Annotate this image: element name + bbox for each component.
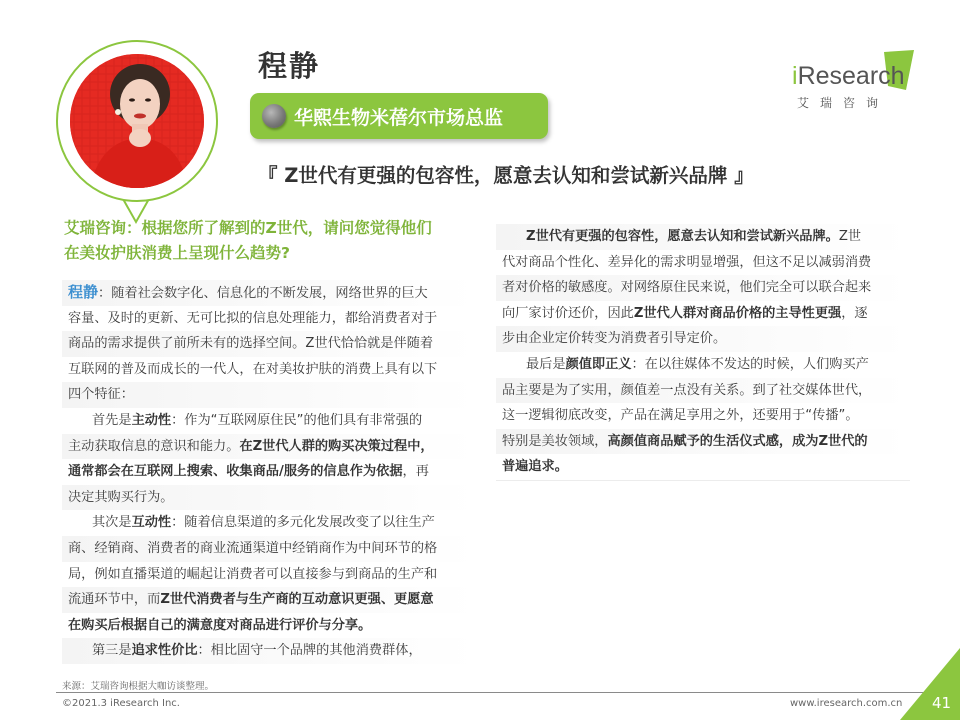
answer-text: 向厂家讨价还价，因此: [502, 305, 634, 321]
answer-text: 首先是: [92, 412, 132, 428]
answer-text: ：在以往媒体不发达的时候，人们购买产: [631, 356, 869, 372]
bullet-dot-icon: [262, 104, 286, 128]
answer-left-column: [62, 280, 476, 664]
answer-speaker-name: 程静: [68, 283, 99, 301]
answer-text-line: 者对价格的敏感度。对网络原住民来说，他们完全可以联合起来: [496, 275, 910, 301]
answer-text: 第三是: [92, 643, 132, 659]
answer-text: ：作为“互联网原住民”的他们具有非常强的: [171, 412, 423, 428]
answer-bold-text: Z世代消费者与生产商的互动意识更强、更愿意: [160, 592, 434, 608]
question-label: 艾瑞咨询：: [64, 219, 142, 237]
answer-text: 主动获取信息的意识和能力。: [68, 438, 240, 454]
answer-paragraph-interaction: [62, 510, 476, 638]
answer-paragraph-value: [62, 638, 476, 664]
answer-bold-text: 普遍追求。: [502, 459, 568, 475]
answer-paragraph-appearance: [496, 352, 910, 480]
answer-bold-text: 主动性: [131, 412, 172, 428]
answer-text-line: 局，例如直播渠道的崛起让消费者可以直接参与到商品的生产和: [68, 566, 438, 582]
answer-text-line: 四个特征：: [62, 382, 476, 408]
answer-bold-text: 高颜值商品赋予的生活仪式感，成为Z世代的: [607, 433, 868, 449]
portrait-frame: [56, 40, 218, 202]
answer-text: 流通环节中，而: [68, 592, 161, 608]
answer-paragraph-initiative: [62, 408, 476, 510]
answer-text: 最后是: [526, 356, 566, 372]
logo-subtitle: 艾瑞咨询: [797, 96, 890, 110]
question-text-1: 根据您所了解到的Z世代，请问您觉得他们: [141, 219, 432, 237]
answer-text: ，再: [402, 464, 429, 480]
page-number: 41: [932, 694, 952, 712]
answer-text-line: 商品的需求提供了前所未有的选择空间。Z世代恰恰就是伴随着: [62, 331, 476, 357]
answer-text-line: 容量、及时的更新、无可比拟的信息处理能力，都给消费者对于: [68, 310, 438, 326]
person-name: 程静: [258, 49, 321, 83]
answer-text: 特别是美妆领域，: [502, 433, 608, 449]
portrait-photo: [70, 54, 204, 188]
answer-bold-text: 在Z世代人群的购买决策过程中，: [239, 438, 434, 454]
answer-bold-text: 颜值即正义: [565, 356, 632, 372]
answer-text-line: 决定其购买行为。: [62, 485, 476, 511]
answer-right-column: [496, 224, 910, 481]
question-text-2: 在美妆护肤消费上呈现什么趋势?: [64, 244, 290, 262]
answer-text: ，逐: [841, 305, 868, 321]
answer-bold-text: Z世代人群对商品价格的主导性更强: [633, 305, 842, 321]
answer-text-line: ：随着社会数字化、信息化的不断发展，网络世界的巨大: [98, 286, 428, 301]
answer-text-line: 互联网的普及而成长的一代人，在对美妆护肤的消费上具有以下: [68, 361, 438, 377]
answer-paragraph-inclusive: [496, 224, 910, 352]
answer-bold-text: 追求性价比: [131, 643, 198, 659]
footer-divider: [56, 692, 926, 693]
answer-text: ：相比固守一个品牌的其他消费群体，: [197, 643, 422, 659]
answer-text: ：随着信息渠道的多元化发展改变了以往生产: [171, 515, 435, 531]
answer-text: 其次是: [92, 515, 132, 531]
answer-bold-text: Z世代有更强的包容性，愿意去认知和尝试新兴品牌。: [526, 229, 839, 244]
answer-bold-text: 互动性: [131, 515, 172, 531]
answer-paragraph-intro: [62, 280, 476, 408]
copyright-text: ©2021.3 iResearch Inc.: [62, 698, 180, 709]
person-title: 华熙生物米蓓尔市场总监: [294, 107, 504, 129]
headline-quote: 『 Z世代有更强的包容性，愿意去认知和尝试新兴品牌 』: [258, 164, 754, 187]
answer-text-line: 步由企业定价转变为消费者引导定价。: [496, 326, 910, 352]
logo-brand-text: iResearch: [792, 62, 905, 90]
interview-question: [64, 216, 474, 266]
website-link[interactable]: www.iresearch.com.cn: [790, 698, 903, 709]
answer-text-line: 代对商品个性化、差异化的需求明显增强，但这不足以减弱消费: [502, 254, 872, 270]
answer-bold-text: 在购买后根据自己的满意度对商品进行评价与分享。: [68, 617, 372, 633]
title-badge: [250, 93, 548, 139]
answer-text-line: 品主要是为了实用，颜值差一点没有关系。到了社交媒体世代，: [496, 378, 910, 404]
answer-text-line: 商、经销商、消费者的商业流通渠道中经销商作为中间环节的格: [62, 536, 476, 562]
source-note: 来源：艾瑞咨询根据大咖访谈整理。: [62, 681, 215, 692]
answer-bold-text: 通常都会在互联网上搜索、收集商品/服务的信息作为依据: [68, 464, 403, 480]
answer-text: Z世: [838, 229, 862, 244]
answer-text-line: 这一逻辑彻底改变，产品在满足享用之外，还要用于“传播”。: [502, 408, 859, 424]
